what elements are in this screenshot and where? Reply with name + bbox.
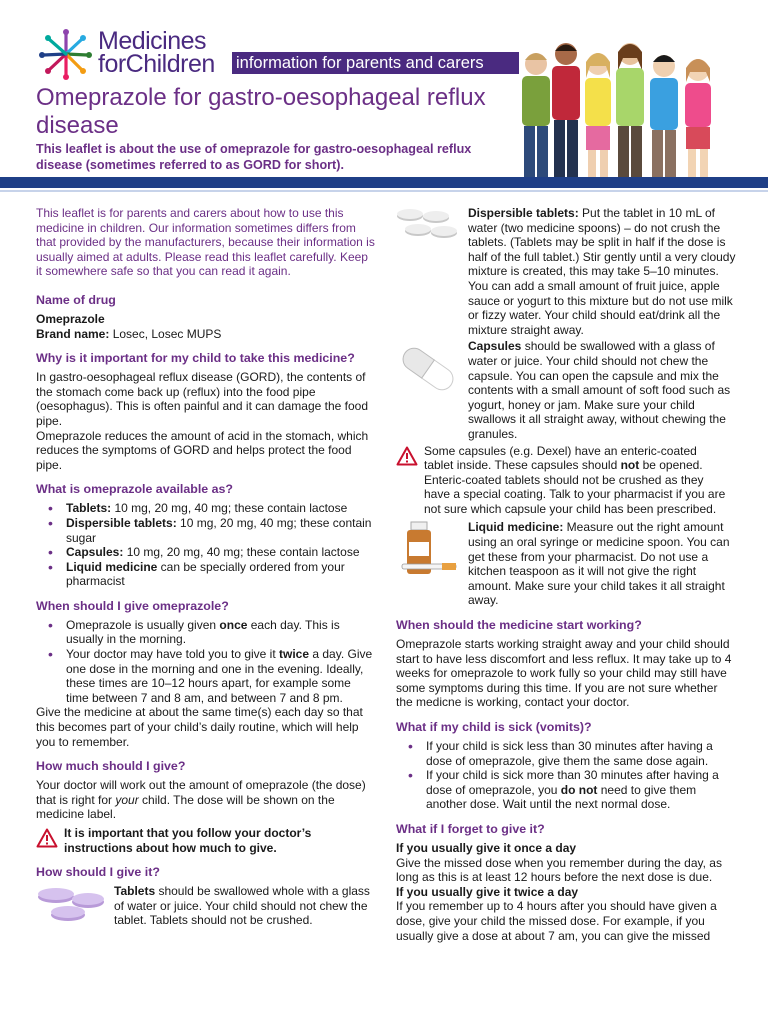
list-item [408,768,736,812]
child-figure [616,43,644,186]
child-figure [650,55,678,186]
tablets-text [114,884,376,928]
item-label: Tablets: [66,501,112,516]
section-heading: When should the medicine start working? [396,618,642,633]
why-paragraph-2: Omeprazole reduces the amount of acid in the stomach, which reduces the symptoms of GORD and helps protect the food pipe. [36,428,369,472]
medicines-for-children-logo-icon [38,28,94,80]
section-heading: Name of drug [36,292,116,307]
item-label: Dispersible tablets: [66,515,177,530]
when-give-paragraph: Give the medicine at about the same time(s) each day so that this becomes part of your child’s daily routine, which will help you to remember. [36,705,363,749]
item-emphasis: do not [560,782,598,797]
list-item [48,560,376,589]
item-text: Your doctor may have told you to give it [66,647,280,662]
tagline-banner: information for parents and carers [232,52,519,74]
child-figure [522,53,550,186]
section-heading: How much should I give? [36,759,186,774]
forget-twice-text: If you remember up to 4 hours after you should have given a dose, give your child the missed dose. For example, if you usually give a dose at about 7 am, you can give the missed [396,899,717,943]
text: Your doctor will work out the amount of omeprazole (the dose) that is right for [36,778,366,807]
item-emphasis: once [219,617,248,632]
liquid-text [468,520,736,608]
text: be opened. Enteric-coated tablets should not be crushed as they have a special coating. Talk to your pharmacist if you are not sure which capsule your child has been prescribed. [424,458,726,516]
item-text: need to give them another dose. Wait until the next normal dose. [426,782,697,812]
availability-list [48,501,376,589]
start-working-paragraph: Omeprazole starts working straight away and your child should start to have less discomfort and less reflux. It may take up to 4 weeks for omeprazole to work fully so your child may still have some symptoms during this time. If you are not sure whether the medicne is working, contact your doctor. [396,637,732,710]
how-much-paragraph [36,778,376,822]
capsule-icon [396,339,460,399]
list-item [48,516,376,545]
item-text: If your child is sick more than 30 minutes after having a dose of omeprazole, you [426,768,719,797]
header-band [0,177,768,188]
list-item [48,618,376,647]
list-item: • If your child is sick less than 30 minutes after having a dose of omeprazole, give them the same dose again. [408,739,736,768]
list-item [48,501,376,516]
item-text: a day. Give one dose in the morning and one in the evening. Ideally, these times are 10–12 hours apart, for example some time between 7 and 8 am, and between 7 and 8 pm. [66,647,373,705]
left-column [36,206,376,928]
brand-name-value: Losec, Losec MUPS [109,326,222,341]
tablets-block [36,884,376,928]
sick-list [408,739,736,812]
item-label: Liquid medicine [66,559,158,574]
enteric-warning [396,444,736,517]
text: child. The dose will be shown on the medicine label. [36,792,335,822]
child-figure [685,59,711,186]
enteric-warning-text [424,444,728,517]
forget-twice-label: If you usually give it twice a day [396,884,579,899]
item-label: Capsules: [66,545,124,560]
section-heading: What is omeprazole available as? [36,482,233,497]
liquid-block [396,520,736,608]
item-text: 10 mg, 20 mg, 40 mg; these contain lactose [123,545,360,560]
brand-name-line2: forChildren [98,50,215,78]
section-heading: What if my child is sick (vomits)? [396,720,592,734]
section-heading: When should I give omeprazole? [36,598,229,613]
text: Measure out the right amount using an oral syringe or medicine spoon. You can get these from your pharmacist. Do not use a kitchen teaspoon as it will not give the right amount. Make sure your child takes it all straight away. [468,520,730,608]
dose-warning [36,826,376,855]
item-text: Omeprazole is usually given [66,617,220,632]
text: Put the tablet in 10 mL of water (two medicine spoons) – do not crush the tablets. (Tablets may be split in half if the dose is half of the full tablet.) Stir gently until a very cloudy mixture is created, this may take 5–10 minutes. You can add a small amount of fruit juice, apple sauce or yogurt to this mixture but do not use milk or fizzy water. Your child should eat/drink all the mixture straight away. [468,206,736,337]
text-italic: your [115,792,139,807]
section-heading: Why is it important for my child to take this medicine? [36,351,355,366]
list-item [48,545,376,560]
text: should be swallowed with a glass of water or juice. Your child should not chew the capsule. You can open the capsule and mix the contents with a small amount of soft food such as yogurt, honey or jam. Make sure your child swallows it all straight away, without chewing the granules. [468,339,731,441]
section-heading: What if I forget to give it? [396,821,545,836]
dispersible-block [396,206,736,337]
header-band-accent [0,188,768,192]
item-text: can be specially ordered from your pharmacist [66,559,345,589]
item-text: 10 mg, 20 mg, 40 mg; these contain lactose [111,501,348,516]
text-bold: not [620,458,640,473]
dispersible-text [468,206,736,337]
item-emphasis: twice [279,647,310,662]
page-title: Omeprazole for gastro-oesophageal reflux disease [36,84,486,139]
why-paragraph-1: In gastro-oesophageal reflux disease (GORD), the contents of the stomach come back up (reflux) into the food pipe (oesophagus). This is often painful and it can damage the food pipe. [36,370,368,428]
liquid-label: Liquid medicine: [468,520,564,535]
capsules-text [468,339,736,441]
when-give-list [48,618,376,706]
text: Some capsules (e.g. Dexel) have an enteric-coated tablet inside. These capsules should [424,443,697,473]
brand-name-line1: Medicines [98,27,207,55]
page-subtitle: This leaflet is about the use of omeprazole for gastro-oesophageal reflux disease (sometimes referred to as GORD for short). [36,142,472,172]
brand-name-label: Brand name: [36,326,110,341]
tablets-label: Tablets [114,884,156,899]
section-heading: How should I give it? [36,865,160,880]
warning-triangle-icon [396,446,418,466]
forget-once-label: If you usually give it once a day [396,840,577,855]
forget-once-text: Give the missed dose when you remember during the day, as long as this is at least 12 hours before the next dose is due. [396,855,722,885]
right-column [396,206,736,943]
capsules-label: Capsules [468,339,522,354]
text: should be swallowed whole with a glass of water or juice. Your child should not chew the tablet. Tablets should not be crushed. [114,884,370,928]
child-figure [552,43,580,186]
capsules-block [396,339,736,441]
tablets-icon [36,884,106,924]
item-text: 10 mg, 20 mg, 40 mg; these contain sugar [66,515,372,545]
child-figure [585,53,611,186]
item-text: each day. This is usually in the morning. [66,617,340,647]
list-item [48,647,376,705]
dispersible-label: Dispersible tablets: [468,206,579,220]
intro-text: This leaflet is for parents and carers about how to use this medicine in children. Our information sometimes differs from that provided by the manufacturers, because their information is usually aimed at adults. Please read this leaflet carefully. Keep it somewhere safe so that you can read it again. [36,206,375,279]
warning-triangle-icon [36,828,58,848]
children-group-photo [506,40,738,192]
dispersible-tablets-icon [396,206,460,240]
liquid-medicine-bottle-icon [396,520,460,578]
brand-name-row [36,327,376,342]
dose-warning-text: It is important that you follow your doctor’s instructions about how much to give. [64,826,312,855]
drug-name: Omeprazole [36,311,105,326]
